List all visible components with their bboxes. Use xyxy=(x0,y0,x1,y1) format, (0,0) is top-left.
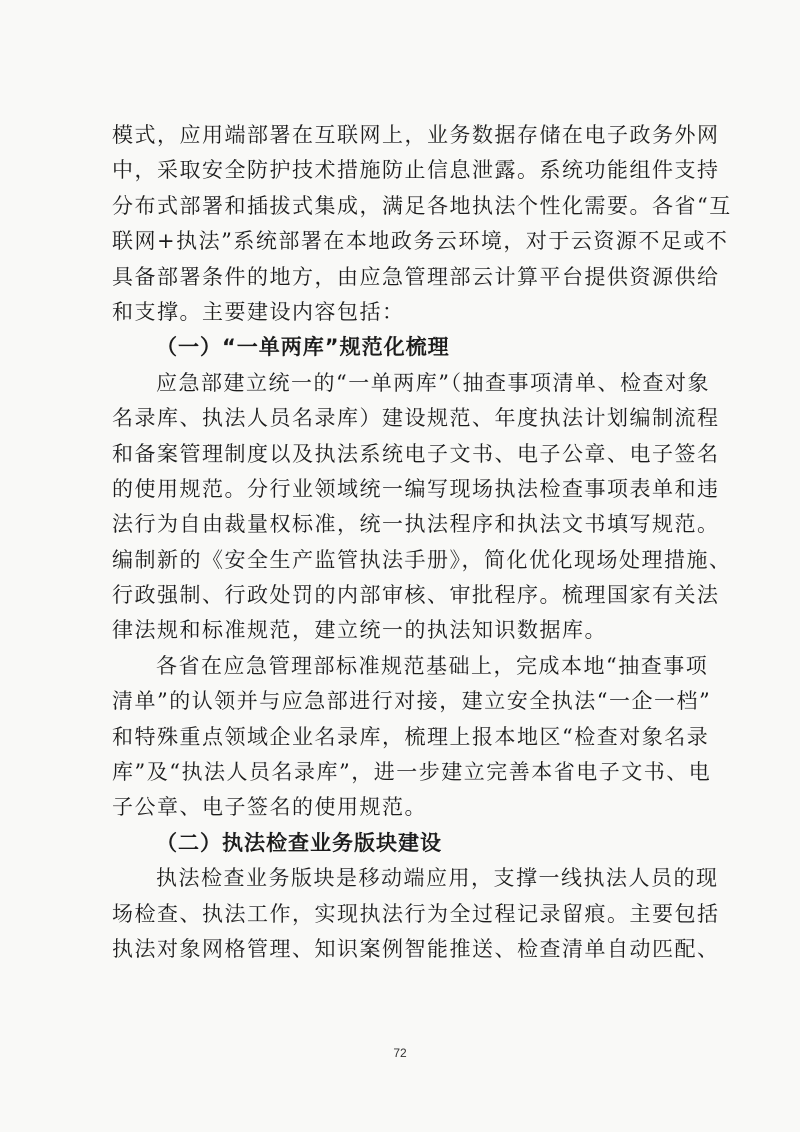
section-heading-1: （一）“一单两库”规范化梳理 xyxy=(156,335,450,360)
body-line: 法行为自由裁量权标准，统一执法程序和执法文书填写规范。 xyxy=(112,512,720,537)
body-line: 编制新的《安全生产监管执法手册》，简化优化现场处理措施、 xyxy=(112,547,732,572)
paragraph-start: 各省在应急管理部标准规范基础上，完成本地“抽查事项 xyxy=(156,653,709,678)
body-line: 库”及“执法人员名录库”，进一步建立完善本省电子文书、电 xyxy=(112,760,712,785)
body-line: 中，采取安全防护技术措施防止信息泄露。系统功能组件支持 xyxy=(112,158,720,183)
body-line: 模式，应用端部署在互联网上，业务数据存储在电子政务外网 xyxy=(112,123,720,147)
paragraph-start: 应急部建立统一的“一单两库”（抽查事项清单、检查对象 xyxy=(156,370,710,395)
body-line: 联网+执法”系统部署在本地政务云环境，对于云资源不足或不 xyxy=(112,229,729,254)
page-number: 72 xyxy=(393,1046,407,1060)
body-line: 清单”的认领并与应急部进行对接，建立安全执法“一企一档” xyxy=(112,689,712,714)
section-heading-2: （二）执法检查业务版块建设 xyxy=(156,830,442,855)
body-line: 行政强制、行政处罚的内部审核、审批程序。梳理国家有关法 xyxy=(112,583,720,608)
body-line: 具备部署条件的地方，由应急管理部云计算平台提供资源供给 xyxy=(112,264,720,289)
body-line: 的使用规范。分行业领域统一编写现场执法检查事项表单和违 xyxy=(112,476,720,501)
body-line: 和备案管理制度以及执法系统电子文书、电子公章、电子签名 xyxy=(112,441,720,466)
body-line: 子公章、电子签名的使用规范。 xyxy=(112,795,427,820)
body-line: 和特殊重点领域企业名录库，梳理上报本地区“检查对象名录 xyxy=(112,724,710,749)
body-line: 执法对象网格管理、知识案例智能推送、检查清单自动匹配、 xyxy=(112,936,720,961)
body-line: 分布式部署和插拔式集成，满足各地执法个性化需要。各省“互 xyxy=(112,193,732,218)
body-line: 名录库、执法人员名录库）建设规范、年度执法计划编制流程 xyxy=(112,406,720,431)
body-line: 场检查、执法工作，实现执法行为全过程记录留痕。主要包括 xyxy=(112,901,720,926)
paragraph-start: 执法检查业务版块是移动端应用，支撑一线执法人员的现 xyxy=(156,866,719,891)
page-body xyxy=(112,118,732,967)
body-line: 律法规和标准规范，建立统一的执法知识数据库。 xyxy=(112,618,607,643)
body-line: 和支撑。主要建设内容包括： xyxy=(112,299,405,324)
